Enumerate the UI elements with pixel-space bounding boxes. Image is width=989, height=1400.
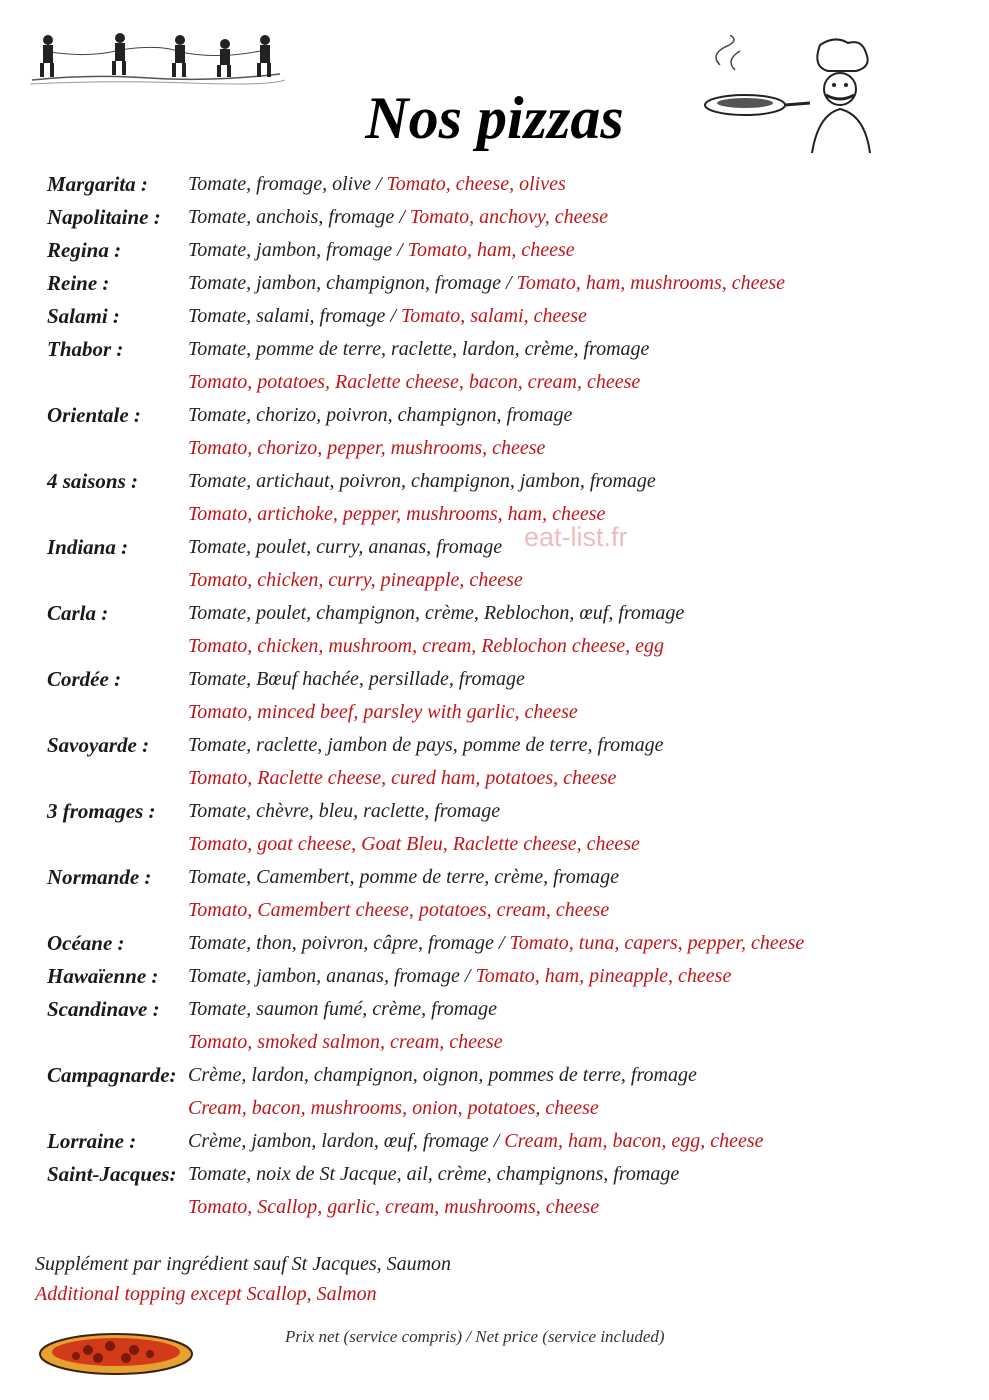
pizza-name: Napolitaine : [47, 205, 161, 229]
pizza-name: Margarita : [47, 172, 148, 196]
ingredients-fr: Tomate, poulet, curry, ananas, fromage [188, 536, 503, 558]
menu-item [47, 1125, 947, 1158]
menu-item-translation [47, 762, 947, 795]
ingredients-fr: Crème, jambon, lardon, œuf, fromage [188, 1130, 489, 1152]
ingredients-fr: Tomate, Bœuf hachée, persillade, fromage [188, 668, 525, 690]
pizza-name: Lorraine : [47, 1129, 137, 1153]
menu-item-translation [47, 696, 947, 729]
pizza-ingredients [188, 795, 947, 828]
pizza-ingredients [188, 234, 947, 267]
pizza-ingredients [188, 1158, 947, 1191]
pizza-ingredients [188, 168, 947, 201]
pizza-ingredients [188, 1059, 947, 1092]
ingredients-en: Cream, bacon, mushrooms, onion, potatoes, cheese [188, 1097, 599, 1119]
pizza-ingredients [188, 993, 947, 1026]
pizza-name: Savoyarde : [47, 733, 150, 757]
pizza-ingredients [188, 267, 947, 300]
pizza-name: Reine : [47, 271, 110, 295]
ingredients-en: Tomato, Raclette cheese, cured ham, potatoes, cheese [188, 767, 617, 789]
pizza-ingredients [188, 597, 947, 630]
pizza-ingredients [188, 663, 947, 696]
ingredients-en: Tomato, anchovy, cheese [409, 206, 608, 228]
menu-item [47, 795, 947, 828]
ingredients-en: Tomato, smoked salmon, cream, cheese [188, 1031, 503, 1053]
ingredients-en: Tomato, chicken, mushroom, cream, Reblochon cheese, egg [188, 635, 664, 657]
ingredients-en: Tomato, Camembert cheese, potatoes, cream, cheese [188, 899, 610, 921]
menu-item [47, 960, 947, 993]
pizza-name: Indiana : [47, 535, 129, 559]
ingredients-en: Tomato, goat cheese, Goat Bleu, Raclette cheese, cheese [188, 833, 640, 855]
language-separator: / [392, 239, 408, 261]
ingredients-fr: Tomate, salami, fromage [188, 305, 386, 327]
pizza-name: Cordée : [47, 667, 122, 691]
ingredients-fr: Tomate, anchois, fromage [188, 206, 395, 228]
menu-item [47, 267, 947, 300]
menu-item [47, 234, 947, 267]
ingredients-fr: Tomate, thon, poivron, câpre, fromage [188, 932, 494, 954]
menu-item [47, 597, 947, 630]
menu-item [47, 1158, 947, 1191]
menu-item-translation [47, 1191, 947, 1224]
spacer [47, 828, 188, 861]
pizza-name: Regina : [47, 238, 122, 262]
menu-item-translation [47, 498, 947, 531]
menu-item [47, 300, 947, 333]
pizza-name: Scandinave : [47, 997, 160, 1021]
pizza-name: Orientale : [47, 403, 141, 427]
menu-item [47, 333, 947, 366]
ingredients-fr: Tomate, raclette, jambon de pays, pomme de terre, fromage [188, 734, 664, 756]
ingredients-en: Tomato, ham, mushrooms, cheese [516, 272, 786, 294]
menu-item-translation [47, 630, 947, 663]
ingredients-fr: Tomate, saumon fumé, crème, fromage [188, 998, 498, 1020]
ingredients-en: Tomato, cheese, olives [386, 173, 566, 195]
ingredients-en: Tomato, minced beef, parsley with garlic, cheese [188, 701, 578, 723]
spacer [47, 696, 188, 729]
language-separator: / [459, 965, 476, 987]
pizza-name: Carla : [47, 601, 109, 625]
ingredients-fr: Tomate, jambon, fromage [188, 239, 393, 261]
pizza-ingredients [188, 927, 947, 960]
menu-item-translation [47, 1092, 947, 1125]
pizza-name: Salami : [47, 304, 120, 328]
ingredients-en: Tomato, salami, cheese [400, 305, 587, 327]
menu-item [47, 861, 947, 894]
menu-item [47, 1059, 947, 1092]
pizza-name: Normande : [47, 865, 152, 889]
language-separator: / [385, 305, 401, 327]
pizza-name: Hawaïenne : [47, 964, 159, 988]
ingredients-en: Cream, ham, bacon, egg, cheese [504, 1130, 764, 1152]
pizza-name: Campagnarde: [47, 1063, 177, 1087]
pizza-name: Thabor : [47, 337, 124, 361]
ingredients-fr: Tomate, jambon, ananas, fromage [188, 965, 460, 987]
ingredients-fr: Tomate, jambon, champignon, fromage [188, 272, 501, 294]
ingredients-en: Tomato, ham, pineapple, cheese [475, 965, 732, 987]
language-separator: / [394, 206, 410, 228]
spacer [47, 1191, 188, 1224]
ingredients-en: Tomato, chicken, curry, pineapple, cheese [188, 569, 523, 591]
menu-item [47, 729, 947, 762]
pizza-name: 3 fromages : [47, 799, 156, 823]
language-separator: / [488, 1130, 505, 1152]
pizza-ingredients [188, 333, 947, 366]
ingredients-en: Tomato, Scallop, garlic, cream, mushrooms, cheese [188, 1196, 600, 1218]
menu-item [47, 465, 947, 498]
ingredients-en: Tomato, artichoke, pepper, mushrooms, ham, cheese [188, 503, 606, 525]
price-note: Prix net (service compris) / Net price (service included) [285, 1327, 665, 1346]
ingredients-en: Tomato, potatoes, Raclette cheese, bacon, cream, cheese [188, 371, 641, 393]
ingredients-fr: Tomate, poulet, champignon, crème, Reblochon, œuf, fromage [188, 602, 685, 624]
ingredients-fr: Tomate, chorizo, poivron, champignon, fromage [188, 404, 573, 426]
spacer [47, 762, 188, 795]
ingredients-en: Tomato, ham, cheese [407, 239, 575, 261]
menu-item-translation [47, 366, 947, 399]
ingredients-fr: Tomate, noix de St Jacque, ail, crème, champignons, fromage [188, 1163, 680, 1185]
ingredients-fr: Tomate, fromage, olive [188, 173, 371, 195]
pizza-ingredients [188, 729, 947, 762]
menu-item [47, 663, 947, 696]
spacer [47, 564, 188, 597]
watermark: eat-list.fr [524, 522, 628, 552]
pizza-illustration [38, 1330, 194, 1376]
menu-item-translation [47, 1026, 947, 1059]
ingredients-fr: Tomate, pomme de terre, raclette, lardon, crème, fromage [188, 338, 650, 360]
climbers-illustration [30, 30, 285, 88]
menu-item [47, 168, 947, 201]
ingredients-fr: Tomate, chèvre, bleu, raclette, fromage [188, 800, 501, 822]
ingredients-fr: Tomate, Camembert, pomme de terre, crème, fromage [188, 866, 620, 888]
pizza-name: Saint-Jacques: [47, 1162, 177, 1186]
pizza-ingredients [188, 960, 947, 993]
supplement-en: Additional topping except Scallop, Salmon [35, 1283, 377, 1305]
pizza-name: Océane : [47, 931, 125, 955]
pizza-ingredients [188, 465, 947, 498]
pizza-ingredients [188, 300, 947, 333]
spacer [47, 1092, 188, 1125]
language-separator: / [370, 173, 387, 195]
spacer [47, 1026, 188, 1059]
supplement-fr: Supplément par ingrédient sauf St Jacques, Saumon [35, 1253, 452, 1275]
spacer [47, 498, 188, 531]
pizza-ingredients [188, 201, 947, 234]
pizza-menu [47, 168, 947, 1224]
pizza-ingredients [188, 399, 947, 432]
ingredients-fr: Crème, lardon, champignon, oignon, pommes de terre, fromage [188, 1064, 697, 1086]
menu-item-translation [47, 564, 947, 597]
spacer [47, 432, 188, 465]
supplement-note [35, 1249, 451, 1309]
spacer [47, 894, 188, 927]
menu-item [47, 531, 947, 564]
pizza-name: 4 saisons : [47, 469, 139, 493]
spacer [47, 630, 188, 663]
page-title: Nos pizzas [365, 85, 624, 151]
language-separator: / [493, 932, 510, 954]
menu-item [47, 201, 947, 234]
pizza-ingredients [188, 861, 947, 894]
menu-item-translation [47, 432, 947, 465]
menu-item [47, 399, 947, 432]
menu-item [47, 927, 947, 960]
menu-item [47, 993, 947, 1026]
ingredients-en: Tomato, chorizo, pepper, mushrooms, cheese [188, 437, 546, 459]
ingredients-en: Tomato, tuna, capers, pepper, cheese [509, 932, 805, 954]
spacer [47, 366, 188, 399]
ingredients-fr: Tomate, artichaut, poivron, champignon, jambon, fromage [188, 470, 656, 492]
menu-item-translation [47, 828, 947, 861]
language-separator: / [500, 272, 517, 294]
menu-item-translation [47, 894, 947, 927]
pizza-ingredients [188, 1125, 947, 1158]
